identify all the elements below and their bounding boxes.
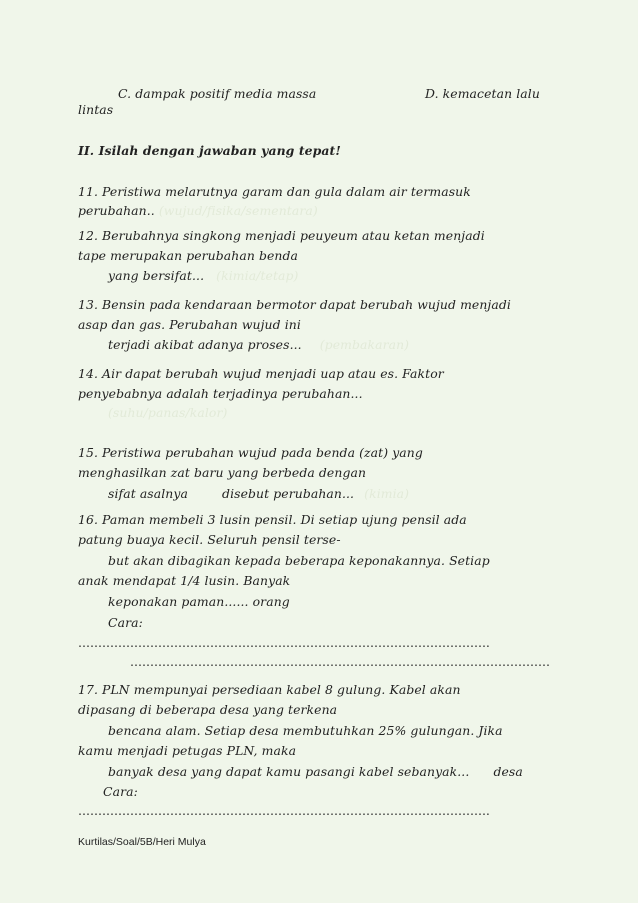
q15-line3b: disebut perubahan... (222, 486, 355, 501)
q11-line2 (78, 203, 318, 218)
q16-line4: anak mendapat 1/4 lusin. Banyak (78, 573, 291, 588)
q14-line2: penyebabnya adalah terjadinya perubahan... (78, 386, 363, 401)
q13-line3-text: terjadi akibat adanya proses... (108, 337, 302, 352)
q16-line6: Cara: (108, 615, 143, 630)
q13-answer: (pembakaran) (319, 337, 410, 352)
q16-dots-2: …………………………………………………………………………………………… (130, 655, 550, 669)
footer-credit: Kurtilas/Soal/5B/Heri Mulya (78, 836, 206, 848)
q16-line5: keponakan paman...... orang (108, 594, 290, 609)
q15-line3 (108, 486, 409, 501)
q15-answer: (kimia) (364, 486, 410, 501)
q12-line2: tape merupakan perubahan benda (78, 248, 299, 263)
q16-line3: but akan dibagikan kepada beberapa keponakannya. Setiap (108, 553, 490, 568)
option-d-continued: lintas (78, 102, 114, 117)
q16-line1: 16. Paman membeli 3 lusin pensil. Di setiap ujung pensil ada (78, 512, 467, 527)
q15-line1: 15. Peristiwa perubahan wujud pada benda (zat) yang (78, 445, 423, 460)
q17-line5a: banyak desa yang dapat kamu pasangi kabel sebanyak... (108, 764, 470, 779)
q12-line1: 12. Berubahnya singkong menjadi peuyeum atau ketan menjadi (78, 228, 485, 243)
q12-line3 (108, 268, 299, 283)
q17-dots: …………………………………………………………………………………………. (78, 804, 490, 818)
q11-answer: (wujud/fisika/sementara) (158, 203, 318, 218)
q17-line2: dipasang di beberapa desa yang terkena (78, 702, 338, 717)
q17-line5b: desa (493, 764, 523, 779)
q12-answer: (kimia/tetap) (216, 268, 299, 283)
q17-line4: kamu menjadi petugas PLN, maka (78, 743, 297, 758)
q16-dots-1: …………………………………………………………………………………………. (78, 636, 490, 650)
q15-line2: menghasilkan zat baru yang berbeda dengan (78, 465, 367, 480)
q14-answer: (suhu/panas/kalor) (108, 405, 228, 420)
q13-line3 (108, 337, 409, 352)
q13-line1: 13. Bensin pada kendaraan bermotor dapat berubah wujud menjadi (78, 297, 511, 312)
q16-line2: patung buaya kecil. Seluruh pensil terse- (78, 532, 341, 547)
q11-line2-text: perubahan.. (78, 203, 155, 218)
section-title: II. Isilah dengan jawaban yang tepat! (78, 143, 341, 158)
q17-line3: bencana alam. Setiap desa membutuhkan 25% gulungan. Jika (108, 723, 503, 738)
q17-line5 (108, 764, 523, 779)
q13-line2: asap dan gas. Perubahan wujud ini (78, 317, 301, 332)
q11-line1: 11. Peristiwa melarutnya garam dan gula dalam air termasuk (78, 184, 471, 199)
q12-line3-text: yang bersifat... (108, 268, 205, 283)
option-c: C. dampak positif media massa (118, 86, 317, 101)
q14-line1: 14. Air dapat berubah wujud menjadi uap atau es. Faktor (78, 366, 444, 381)
q17-line1: 17. PLN mempunyai persediaan kabel 8 gulung. Kabel akan (78, 682, 461, 697)
q15-line3a: sifat asalnya (108, 486, 188, 501)
q17-line6: Cara: (103, 784, 138, 799)
option-d: D. kemacetan lalu (425, 86, 540, 101)
